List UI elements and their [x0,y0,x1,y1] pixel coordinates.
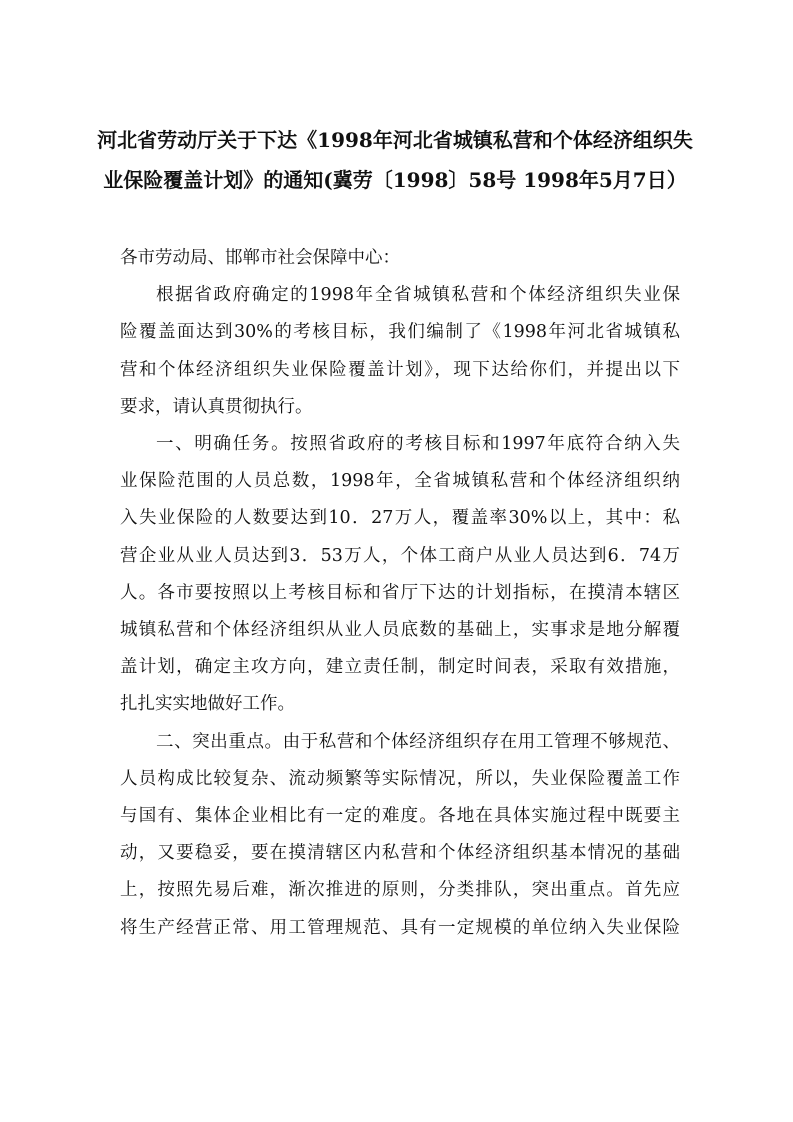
text-line: 二、突出重点。由于私营和个体经济组织存在用工管理不够规范、 [156,731,680,752]
text-line: 险覆盖面达到30%的考核目标，我们编制了《1998年河北省城镇私 [120,322,680,343]
title-line: 业保险覆盖计划》的通知(冀劳〔1998〕58号 1998年5月7日） [103,168,687,192]
text-line: 将生产经营正常、用工管理规范、具有一定规模的单位纳入失业保险 [120,917,680,938]
document-body [120,240,680,947]
text-line: 城镇私营和个体经济组织从业人员底数的基础上，实事求是地分解覆 [120,620,680,641]
text-line: 与国有、集体企业相比有一定的难度。各地在具体实施过程中既要主 [120,806,680,827]
text-line: 一、明确任务。按照省政府的考核目标和1997年底符合纳入失 [156,434,680,455]
text-line: 动，又要稳妥，要在摸清辖区内私营和个体经济组织基本情况的基础 [120,843,680,864]
text-line: 营和个体经济组织失业保险覆盖计划》，现下达给你们，并提出以下 [120,359,680,380]
paragraph-intro [120,277,680,426]
text-line: 入失业保险的人数要达到10．27万人，覆盖率30%以上，其中：私 [120,508,680,529]
text-line: 营企业从业人员达到3．53万人，个体工商户从业人员达到6．74万 [120,545,680,566]
title-line: 河北省劳动厅关于下达《1998年河北省城镇私营和个体经济组织失 [97,128,693,152]
text-line: 要求，请认真贯彻执行。 [120,396,313,417]
salutation: 各市劳动局、邯郸市社会保障中心： [120,248,400,268]
paragraph-focus [120,724,680,947]
paragraph-task [120,426,680,724]
text-line: 盖计划，确定主攻方向，建立责任制，制定时间表，采取有效措施， [120,657,680,678]
text-line: 人。各市要按照以上考核目标和省厅下达的计划指标，在摸清本辖区 [120,582,680,603]
text-line: 业保险范围的人员总数，1998年，全省城镇私营和个体经济组织纳 [120,471,680,492]
text-line: 人员构成比较复杂、流动频繁等实际情况，所以，失业保险覆盖工作 [120,768,680,789]
text-line: 扎扎实实地做好工作。 [120,694,295,715]
text-line: 上，按照先易后难，渐次推进的原则，分类排队，突出重点。首先应 [120,880,680,901]
text-line: 根据省政府确定的1998年全省城镇私营和个体经济组织失业保 [156,285,680,306]
document-title [95,120,695,200]
